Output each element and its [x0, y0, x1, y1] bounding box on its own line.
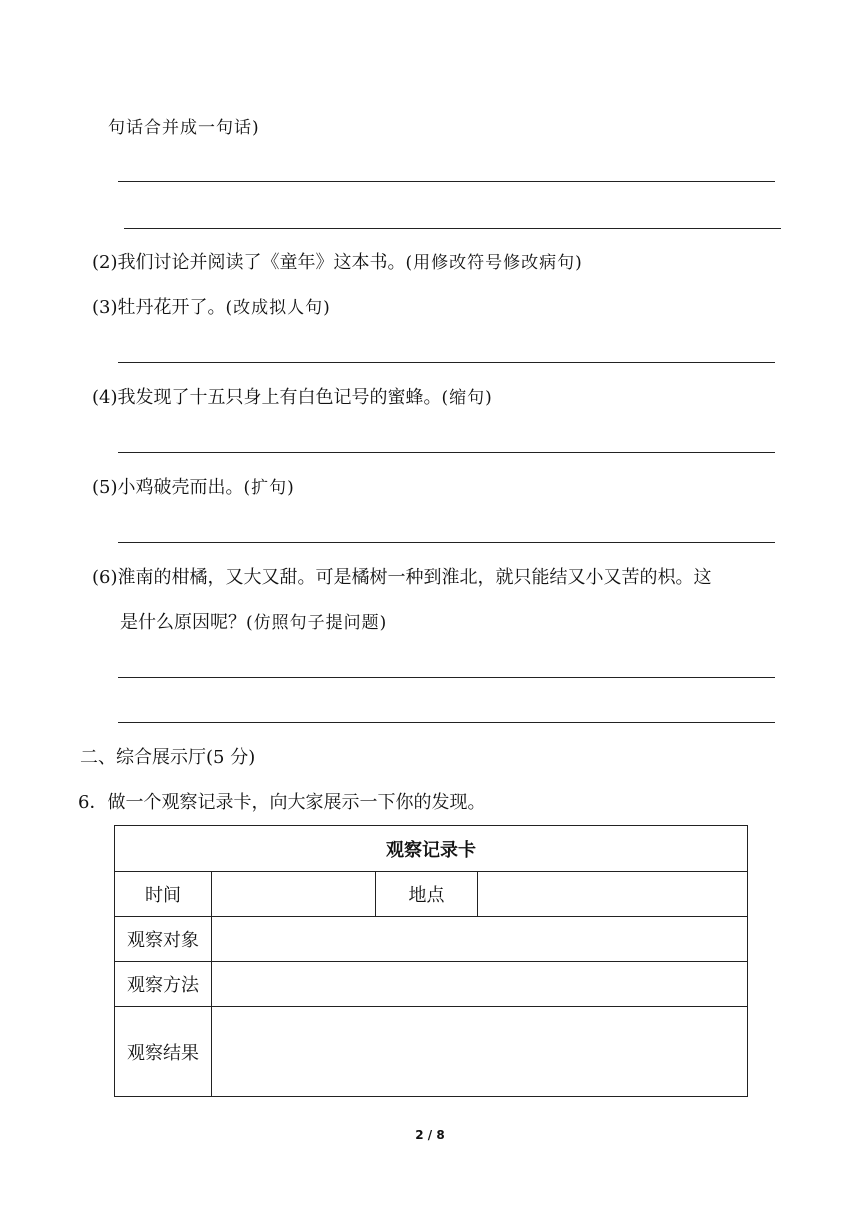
question-6-line-1: (6)淮南的柑橘，又大又甜。可是橘树一种到淮北，就只能结又小又苦的枳。这 — [92, 567, 712, 588]
observation-record-card — [114, 825, 748, 1097]
answer-line-6a[interactable] — [118, 677, 775, 678]
question-6-line-2: 是什么原因呢？(仿照句子提问题) — [120, 612, 388, 633]
place-cell[interactable] — [478, 872, 748, 917]
question-6-main: 6．做一个观察记录卡，向大家展示一下你的发现。 — [78, 792, 486, 813]
object-label: 观察对象 — [115, 917, 212, 962]
result-cell[interactable] — [212, 1007, 748, 1097]
method-cell[interactable] — [212, 962, 748, 1007]
question-3: (3)牡丹花开了。(改成拟人句) — [92, 297, 331, 318]
answer-line-1b[interactable] — [124, 228, 781, 229]
method-label: 观察方法 — [115, 962, 212, 1007]
time-cell[interactable] — [212, 872, 376, 917]
object-cell[interactable] — [212, 917, 748, 962]
question-5: (5)小鸡破壳而出。(扩句) — [92, 477, 295, 498]
answer-line-5[interactable] — [118, 542, 775, 543]
page-number: 2 / 8 — [415, 1128, 445, 1142]
result-label: 观察结果 — [115, 1007, 212, 1097]
answer-line-4[interactable] — [118, 452, 775, 453]
continued-instruction: 句话合并成一句话) — [108, 118, 260, 138]
answer-line-6b[interactable] — [118, 722, 775, 723]
question-2: (2)我们讨论并阅读了《童年》这本书。(用修改符号修改病句) — [92, 252, 583, 273]
section-2-heading: 二、综合展示厅(5 分) — [80, 747, 256, 768]
question-4: (4)我发现了十五只身上有白色记号的蜜蜂。(缩句) — [92, 387, 493, 408]
answer-line-1a[interactable] — [118, 181, 775, 182]
time-label: 时间 — [115, 872, 212, 917]
answer-line-3[interactable] — [118, 362, 775, 363]
card-title: 观察记录卡 — [115, 826, 748, 872]
place-label: 地点 — [376, 872, 478, 917]
